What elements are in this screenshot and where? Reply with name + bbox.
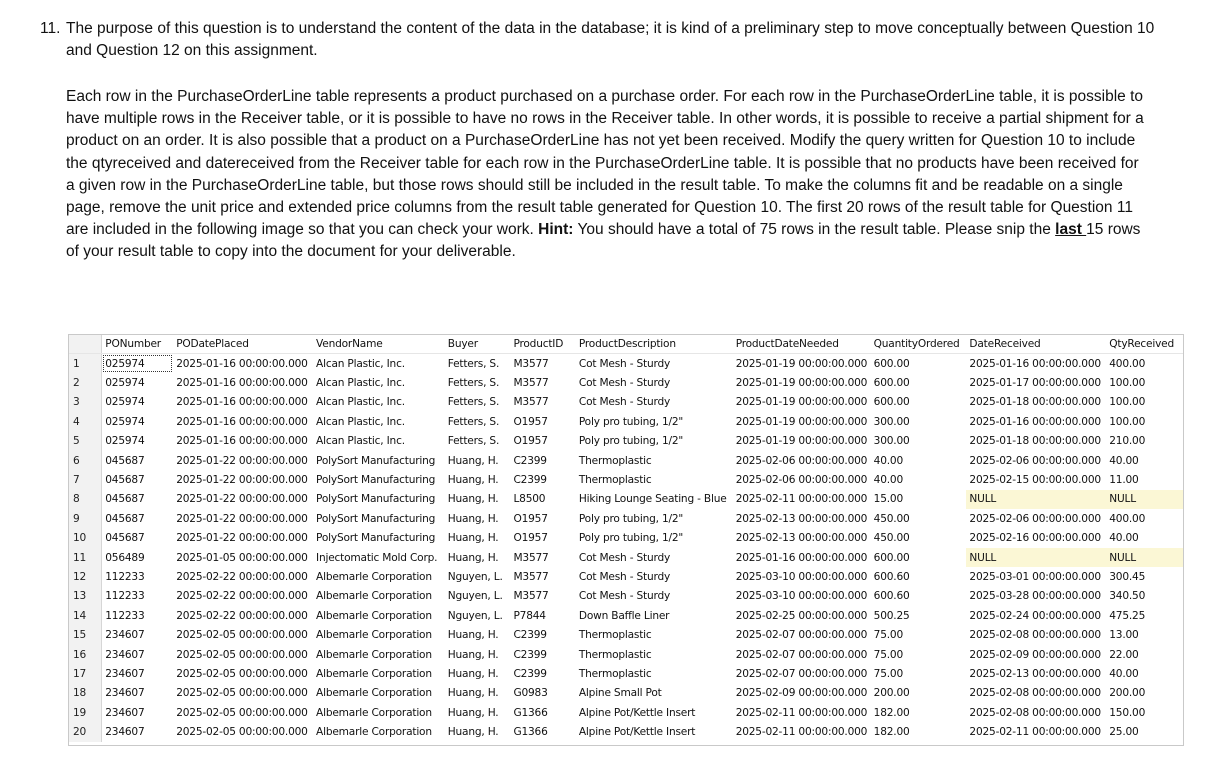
- table-cell: 600.60: [873, 570, 910, 583]
- table-row: [69, 606, 1183, 625]
- table-cell: Fetters, S.: [447, 435, 500, 448]
- table-cell: 2025-02-11 00:00:00.000: [735, 706, 868, 719]
- table-cell: Nguyen, L.: [447, 609, 503, 622]
- table-cell: 045687: [105, 454, 145, 467]
- table-cell: 2025-02-13 00:00:00.000: [969, 667, 1101, 680]
- table-cell: Albemarle Corporation: [316, 570, 432, 583]
- table-cell: Huang, H.: [447, 629, 499, 642]
- table-cell: 500.25: [873, 609, 910, 622]
- column-header: Buyer: [445, 335, 511, 354]
- table-cell: 40.00: [1109, 454, 1139, 467]
- table-cell: Nguyen, L.: [447, 570, 503, 583]
- table-cell: M3577: [513, 570, 549, 583]
- table-cell: 2025-01-16 00:00:00.000: [176, 377, 308, 390]
- table-cell: 2025-02-11 00:00:00.000: [735, 726, 868, 739]
- table-cell: PolySort Manufacturing: [316, 493, 436, 506]
- table-row: [69, 684, 1183, 703]
- body-text-part1: Each row in the PurchaseOrderLine table represents a product purchased on a purchase order. For each row in the PurchaseOrderLine table, it is possible to have multiple rows in the Receiver table, or it is possible to have no rows in the Receiver table. In other words, it is possible to receive a partial shipment for a product on an order. It is also possible that a product on a PurchaseOrderLine has not yet been received. Modify the query written for Question 10 to include the qtyreceived and datereceived from the Receiver table for each row in the PurchaseOrderLine table. It is possible that no products have been received for a given row in the PurchaseOrderLine table, but those rows should still be included in the result table. To make the columns fit and be readable on a single page, remove the unit price and extended price columns from the result table generated for Question 10. The first 20 rows of the result table for Question 11 are included in the following image so that you can check your work.: [66, 88, 1144, 239]
- table-cell: C2399: [513, 474, 547, 487]
- table-cell: 2025-02-06 00:00:00.000: [969, 512, 1101, 525]
- table-cell: 182.00: [873, 726, 910, 739]
- table-cell: 100.00: [1109, 396, 1146, 409]
- table-cell: 2025-02-06 00:00:00.000: [735, 454, 868, 467]
- table-cell: 2025-01-22 00:00:00.000: [176, 512, 308, 525]
- table-cell: Injectomatic Mold Corp.: [316, 551, 438, 564]
- table-cell: Down Baffle Liner: [578, 609, 670, 622]
- table-cell: 2025-01-16 00:00:00.000: [969, 357, 1101, 370]
- table-cell: Huang, H.: [447, 648, 499, 661]
- question-number: 11.: [40, 20, 61, 37]
- table-cell: Alcan Plastic, Inc.: [316, 357, 405, 370]
- table-cell: M3577: [513, 377, 549, 390]
- row-number: 4: [69, 412, 102, 431]
- table-cell: 40.00: [873, 454, 903, 467]
- table-cell: NULL: [1106, 490, 1183, 509]
- column-header: ProductDescription: [576, 335, 733, 354]
- question-intro-text: The purpose of this question is to understand the content of the data in the database; it is kind of a preliminary step to move conceptually between Question 10 and Question 12 on this assignment.: [66, 20, 1155, 59]
- table-cell: Albemarle Corporation: [316, 590, 432, 603]
- table-row: [69, 722, 1183, 741]
- table-cell: M3577: [513, 396, 549, 409]
- table-cell: 2025-01-19 00:00:00.000: [735, 415, 868, 428]
- table-cell: 2025-02-22 00:00:00.000: [176, 609, 308, 622]
- table-cell: 40.00: [1109, 667, 1139, 680]
- table-cell: 045687: [105, 512, 145, 525]
- column-header: QuantityOrdered: [871, 335, 967, 354]
- table-cell: Poly pro tubing, 1/2": [578, 435, 684, 448]
- table-cell: 234607: [105, 648, 145, 661]
- table-cell: 600.00: [873, 357, 910, 370]
- table-cell: 182.00: [873, 706, 910, 719]
- table-cell: 2025-02-15 00:00:00.000: [969, 474, 1101, 487]
- table-cell: Thermoplastic: [578, 474, 652, 487]
- table-cell: 2025-02-05 00:00:00.000: [176, 706, 308, 719]
- table-cell: Fetters, S.: [447, 396, 500, 409]
- table-row: [69, 432, 1183, 451]
- table-row: [69, 354, 1183, 374]
- table-cell: 2025-01-16 00:00:00.000: [176, 357, 308, 370]
- row-number: 13: [69, 587, 102, 606]
- table-cell: NULL: [966, 490, 1106, 509]
- table-cell: 2025-02-05 00:00:00.000: [176, 726, 308, 739]
- table-cell: O1957: [513, 415, 548, 428]
- hint-label: Hint:: [538, 221, 574, 239]
- table-cell: 11.00: [1109, 474, 1139, 487]
- table-cell: M3577: [513, 357, 549, 370]
- result-grid: [69, 335, 1183, 742]
- column-header: ProductDateNeeded: [733, 335, 871, 354]
- table-cell: Cot Mesh - Sturdy: [578, 590, 671, 603]
- table-cell: 2025-01-16 00:00:00.000: [176, 396, 308, 409]
- table-cell: Albemarle Corporation: [316, 667, 432, 680]
- table-cell: 2025-01-16 00:00:00.000: [969, 415, 1101, 428]
- table-cell: 2025-02-13 00:00:00.000: [735, 512, 868, 525]
- table-cell: Huang, H.: [447, 512, 499, 525]
- row-number: 1: [69, 354, 102, 374]
- table-cell: 2025-02-06 00:00:00.000: [969, 454, 1101, 467]
- table-cell: 2025-03-28 00:00:00.000: [969, 590, 1101, 603]
- table-cell: 15.00: [873, 493, 903, 506]
- table-cell: 200.00: [873, 687, 910, 700]
- row-number: 20: [69, 722, 102, 741]
- table-cell: 234607: [105, 726, 145, 739]
- table-row: [69, 664, 1183, 683]
- table-cell: 2025-01-22 00:00:00.000: [176, 493, 308, 506]
- table-cell: 100.00: [1109, 415, 1146, 428]
- column-header: DateReceived: [966, 335, 1106, 354]
- table-cell: 25.00: [1109, 726, 1139, 739]
- table-row: [69, 451, 1183, 470]
- table-cell: 300.00: [873, 415, 910, 428]
- table-cell: 234607: [105, 687, 145, 700]
- table-cell: Alpine Pot/Kettle Insert: [578, 706, 696, 719]
- table-cell: 40.00: [1109, 532, 1139, 545]
- table-cell: Albemarle Corporation: [316, 687, 432, 700]
- row-number: 17: [69, 664, 102, 683]
- table-cell: Poly pro tubing, 1/2": [578, 512, 684, 525]
- table-cell: 2025-02-08 00:00:00.000: [969, 629, 1101, 642]
- table-cell: 2025-01-16 00:00:00.000: [176, 435, 308, 448]
- table-row: [69, 703, 1183, 722]
- body-text-part3: 15 rows of your result table to copy into the document for your deliverable.: [66, 221, 1141, 261]
- table-cell: 2025-02-11 00:00:00.000: [735, 493, 868, 506]
- table-cell: 112233: [105, 570, 145, 583]
- table-cell: 234607: [105, 629, 145, 642]
- table-cell: Thermoplastic: [578, 629, 652, 642]
- table-cell: 045687: [105, 532, 145, 545]
- table-cell: Huang, H.: [447, 551, 499, 564]
- table-cell: 475.25: [1109, 609, 1146, 622]
- table-cell: 340.50: [1109, 590, 1146, 603]
- table-cell: Cot Mesh - Sturdy: [578, 570, 671, 583]
- table-cell: 200.00: [1109, 687, 1146, 700]
- table-cell: Huang, H.: [447, 532, 499, 545]
- table-cell: 2025-02-09 00:00:00.000: [969, 648, 1101, 661]
- table-cell: 2025-02-13 00:00:00.000: [735, 532, 868, 545]
- table-cell: Fetters, S.: [447, 357, 500, 370]
- table-row: [69, 645, 1183, 664]
- table-cell: 150.00: [1109, 706, 1146, 719]
- column-header: QtyReceived: [1106, 335, 1183, 354]
- table-cell: 2025-02-05 00:00:00.000: [176, 687, 308, 700]
- table-cell: 2025-02-22 00:00:00.000: [176, 590, 308, 603]
- table-cell: 100.00: [1109, 377, 1146, 390]
- table-cell: 2025-01-17 00:00:00.000: [969, 377, 1101, 390]
- table-cell: 2025-01-22 00:00:00.000: [176, 454, 308, 467]
- column-header: VendorName: [313, 335, 445, 354]
- table-cell: 75.00: [873, 648, 903, 661]
- table-cell: 2025-01-16 00:00:00.000: [176, 415, 308, 428]
- table-cell: Alcan Plastic, Inc.: [316, 396, 405, 409]
- table-cell: PolySort Manufacturing: [316, 474, 436, 487]
- table-cell: 450.00: [873, 512, 910, 525]
- table-cell: 2025-01-18 00:00:00.000: [969, 396, 1101, 409]
- table-cell: 13.00: [1109, 629, 1139, 642]
- table-cell: Albemarle Corporation: [316, 629, 432, 642]
- row-number: 9: [69, 509, 102, 528]
- table-cell: Albemarle Corporation: [316, 609, 432, 622]
- table-cell: Huang, H.: [447, 726, 499, 739]
- table-cell: Huang, H.: [447, 706, 499, 719]
- table-cell: Hiking Lounge Seating - Blue: [578, 493, 727, 506]
- table-cell: 045687: [105, 493, 145, 506]
- question-body: [66, 86, 1146, 264]
- table-cell: C2399: [513, 648, 547, 661]
- row-number: 10: [69, 529, 102, 548]
- table-row: [69, 529, 1183, 548]
- row-number: 15: [69, 625, 102, 644]
- table-cell: 75.00: [873, 629, 903, 642]
- table-row: [69, 393, 1183, 412]
- table-row: [69, 490, 1183, 509]
- table-cell: Alcan Plastic, Inc.: [316, 415, 405, 428]
- table-cell: 40.00: [873, 474, 903, 487]
- table-cell: 2025-01-05 00:00:00.000: [176, 551, 308, 564]
- table-cell: 2025-02-24 00:00:00.000: [969, 609, 1101, 622]
- table-cell: 045687: [105, 474, 145, 487]
- table-cell: PolySort Manufacturing: [316, 532, 436, 545]
- table-cell: 400.00: [1109, 512, 1146, 525]
- table-cell: 2025-02-08 00:00:00.000: [969, 706, 1101, 719]
- row-number: 6: [69, 451, 102, 470]
- table-cell: Thermoplastic: [578, 648, 652, 661]
- table-cell: 2025-01-19 00:00:00.000: [735, 396, 868, 409]
- row-number: 11: [69, 548, 102, 567]
- table-cell: G1366: [513, 706, 548, 719]
- table-cell: 2025-01-19 00:00:00.000: [735, 377, 868, 390]
- row-number: 18: [69, 684, 102, 703]
- table-cell: 210.00: [1109, 435, 1146, 448]
- table-cell: 112233: [105, 609, 145, 622]
- table-cell: G0983: [513, 687, 548, 700]
- row-number: 7: [69, 470, 102, 489]
- grid-header-row: [69, 335, 1183, 354]
- table-cell: 2025-02-16 00:00:00.000: [969, 532, 1101, 545]
- table-cell: C2399: [513, 454, 547, 467]
- table-cell: O1957: [513, 512, 548, 525]
- table-cell: Huang, H.: [447, 474, 499, 487]
- table-cell: 600.60: [873, 590, 910, 603]
- table-cell: 450.00: [873, 532, 910, 545]
- row-number-header: [69, 335, 102, 354]
- table-cell: Huang, H.: [447, 687, 499, 700]
- result-grid-image: [68, 334, 1184, 746]
- table-cell: 2025-03-10 00:00:00.000: [735, 590, 868, 603]
- table-cell: C2399: [513, 629, 547, 642]
- table-cell: Alcan Plastic, Inc.: [316, 377, 405, 390]
- row-number: 16: [69, 645, 102, 664]
- table-row: [69, 373, 1183, 392]
- table-cell: Huang, H.: [447, 454, 499, 467]
- table-cell: Thermoplastic: [578, 454, 652, 467]
- table-cell: Alpine Small Pot: [578, 687, 662, 700]
- table-cell: L8500: [513, 493, 546, 506]
- table-cell: Cot Mesh - Sturdy: [578, 396, 671, 409]
- table-cell: 2025-02-09 00:00:00.000: [735, 687, 868, 700]
- table-cell: 2025-01-18 00:00:00.000: [969, 435, 1101, 448]
- question-intro: [40, 18, 1160, 62]
- table-cell: 112233: [105, 590, 145, 603]
- table-cell: Thermoplastic: [578, 667, 652, 680]
- table-cell: 025974: [105, 396, 145, 409]
- table-cell: Albemarle Corporation: [316, 726, 432, 739]
- table-cell: 234607: [105, 667, 145, 680]
- row-number: 8: [69, 490, 102, 509]
- table-cell: 2025-01-22 00:00:00.000: [176, 474, 308, 487]
- table-cell: 600.00: [873, 396, 910, 409]
- table-cell: 025974: [102, 354, 173, 374]
- row-number: 3: [69, 393, 102, 412]
- table-cell: Cot Mesh - Sturdy: [578, 551, 671, 564]
- body-text-part2: You should have a total of 75 rows in the result table. Please snip the: [573, 221, 1056, 239]
- table-cell: 025974: [105, 435, 145, 448]
- table-cell: 600.00: [873, 377, 910, 390]
- table-cell: Albemarle Corporation: [316, 648, 432, 661]
- table-cell: NULL: [1106, 548, 1183, 567]
- column-header: PONumber: [102, 335, 173, 354]
- table-cell: 2025-02-11 00:00:00.000: [969, 726, 1101, 739]
- row-number: 5: [69, 432, 102, 451]
- table-cell: 2025-02-07 00:00:00.000: [735, 667, 868, 680]
- table-cell: 2025-02-07 00:00:00.000: [735, 629, 868, 642]
- table-cell: 2025-03-10 00:00:00.000: [735, 570, 868, 583]
- row-number: 12: [69, 567, 102, 586]
- table-cell: Albemarle Corporation: [316, 706, 432, 719]
- table-cell: 025974: [105, 415, 145, 428]
- table-cell: 2025-02-07 00:00:00.000: [735, 648, 868, 661]
- column-header: ProductID: [510, 335, 575, 354]
- table-cell: 025974: [105, 377, 145, 390]
- table-cell: 2025-02-22 00:00:00.000: [176, 570, 308, 583]
- table-cell: Cot Mesh - Sturdy: [578, 377, 671, 390]
- table-cell: M3577: [513, 551, 549, 564]
- table-cell: 2025-02-05 00:00:00.000: [176, 629, 308, 642]
- table-row: [69, 567, 1183, 586]
- table-cell: Fetters, S.: [447, 377, 500, 390]
- grid-body: [69, 354, 1183, 742]
- table-cell: Alcan Plastic, Inc.: [316, 435, 405, 448]
- table-cell: 2025-02-25 00:00:00.000: [735, 609, 868, 622]
- table-cell: 2025-01-19 00:00:00.000: [735, 357, 868, 370]
- table-cell: Poly pro tubing, 1/2": [578, 415, 684, 428]
- row-number: 14: [69, 606, 102, 625]
- table-row: [69, 548, 1183, 567]
- table-cell: 2025-01-22 00:00:00.000: [176, 532, 308, 545]
- table-cell: 400.00: [1109, 357, 1146, 370]
- table-cell: G1366: [513, 726, 548, 739]
- table-cell: Alpine Pot/Kettle Insert: [578, 726, 696, 739]
- table-cell: 2025-01-19 00:00:00.000: [735, 435, 868, 448]
- table-cell: Fetters, S.: [447, 415, 500, 428]
- table-cell: Poly pro tubing, 1/2": [578, 532, 684, 545]
- table-row: [69, 625, 1183, 644]
- row-number: 19: [69, 703, 102, 722]
- row-number: 2: [69, 373, 102, 392]
- table-row: [69, 509, 1183, 528]
- table-row: [69, 587, 1183, 606]
- table-cell: P7844: [513, 609, 546, 622]
- table-cell: PolySort Manufacturing: [316, 454, 436, 467]
- table-cell: Nguyen, L.: [447, 590, 503, 603]
- table-cell: O1957: [513, 532, 548, 545]
- emphasis-last: last: [1055, 221, 1087, 239]
- table-cell: M3577: [513, 590, 549, 603]
- table-cell: 22.00: [1109, 648, 1139, 661]
- table-row: [69, 470, 1183, 489]
- table-cell: O1957: [513, 435, 548, 448]
- table-row: [69, 412, 1183, 431]
- table-cell: 2025-02-08 00:00:00.000: [969, 687, 1101, 700]
- table-cell: 75.00: [873, 667, 903, 680]
- table-cell: 300.45: [1109, 570, 1146, 583]
- table-cell: 234607: [105, 706, 145, 719]
- table-cell: Cot Mesh - Sturdy: [578, 357, 671, 370]
- table-cell: C2399: [513, 667, 547, 680]
- table-cell: 2025-03-01 00:00:00.000: [969, 570, 1101, 583]
- table-cell: 2025-01-16 00:00:00.000: [735, 551, 868, 564]
- table-cell: 2025-02-05 00:00:00.000: [176, 648, 308, 661]
- table-cell: 056489: [105, 551, 145, 564]
- table-cell: 2025-02-05 00:00:00.000: [176, 667, 308, 680]
- table-cell: Huang, H.: [447, 667, 499, 680]
- column-header: PODatePlaced: [173, 335, 313, 354]
- table-cell: 300.00: [873, 435, 910, 448]
- table-cell: Huang, H.: [447, 493, 499, 506]
- table-cell: 600.00: [873, 551, 910, 564]
- table-cell: 2025-02-06 00:00:00.000: [735, 474, 868, 487]
- table-cell: PolySort Manufacturing: [316, 512, 436, 525]
- table-cell: NULL: [966, 548, 1106, 567]
